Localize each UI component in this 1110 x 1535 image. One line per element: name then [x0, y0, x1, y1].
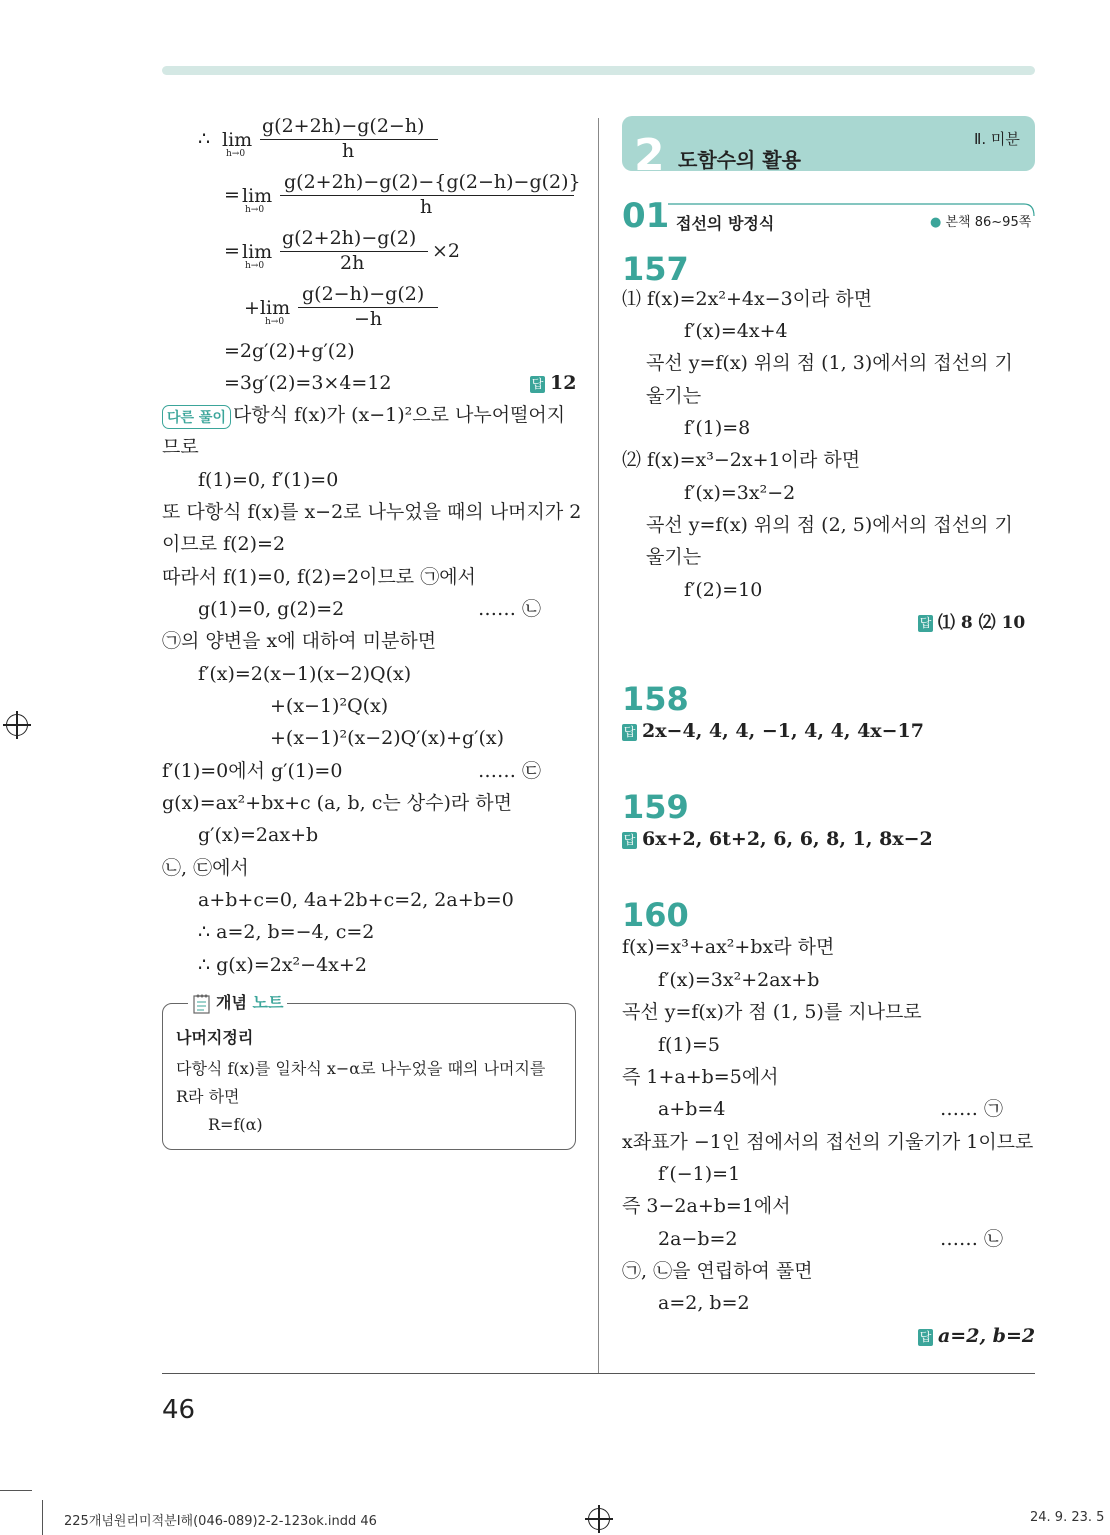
footer-filename: 225개념원리미적분Ⅰ해(046-089)2-2-123ok.indd 46: [64, 1514, 377, 1529]
math-line: f′(x)=3x²+2ax+b: [658, 969, 820, 991]
math-line: f′(x)=4x+4: [684, 320, 788, 342]
fraction-numerator: g(2−h)−g(2): [302, 283, 425, 305]
math-line: a=2, b=2: [658, 1292, 750, 1314]
text-line: ㉠의 양변을 x에 대하여 미분하면: [162, 630, 437, 652]
crop-mark: [42, 1500, 43, 1535]
text-line: f(x)=x³+ax²+bx라 하면: [622, 936, 835, 958]
bottom-rule: [162, 1373, 1035, 1374]
problem-number: 158: [622, 680, 689, 718]
text-line: ㉠, ㉡을 연립하여 풀면: [622, 1260, 813, 1282]
lim-operator: lim: [222, 129, 253, 151]
equation-label: …… ㉢: [478, 760, 542, 782]
note-heading: 나머지정리: [176, 1028, 254, 1047]
notepad-icon: [192, 993, 212, 1015]
column-divider: [598, 118, 599, 1373]
answer-line: 답 12: [531, 372, 577, 394]
math-line: =2g′(2)+g′(2): [224, 340, 355, 362]
text-line: ㉡, ㉢에서: [162, 857, 249, 879]
equation-label: …… ㉡: [478, 598, 542, 620]
text-line: 따라서 f(1)=0, f(2)=2이므로 ㉠에서: [162, 566, 476, 588]
therefore-symbol: ∴: [198, 128, 211, 150]
math-line: a+b+c=0, 4a+2b+c=2, 2a+b=0: [198, 889, 514, 911]
text-line: 곡선 y=f(x) 위의 점 (2, 5)에서의 접선의 기: [646, 514, 1013, 536]
math-line: f′(1)=8: [684, 417, 751, 439]
text-line: 곡선 y=f(x) 위의 점 (1, 3)에서의 접선의 기: [646, 352, 1013, 374]
text-line: 울기는: [646, 546, 702, 568]
text-line: x좌표가 −1인 점에서의 접선의 기울기가 1이므로: [622, 1131, 1034, 1153]
math-line: =3g′(2)=3×4=12: [224, 372, 392, 394]
page-number: 46: [162, 1395, 196, 1425]
problem-number: 159: [622, 788, 689, 826]
text-line: g(x)=ax²+bx+c (a, b, c는 상수)라 하면: [162, 792, 512, 814]
lim-operator: lim: [242, 185, 273, 207]
text-line: 므로: [162, 436, 199, 458]
math-line: g(1)=0, g(2)=2: [198, 598, 345, 620]
registration-mark-icon: [588, 1508, 610, 1530]
text-line: ⑴ f(x)=2x²+4x−3이라 하면: [622, 288, 873, 310]
plus-lim: +lim: [244, 297, 291, 319]
math-line: 2a−b=2: [658, 1228, 738, 1250]
equation-label: …… ㉠: [940, 1098, 1004, 1120]
subsection-title: 접선의 방정식: [676, 214, 775, 233]
text-line: 즉 1+a+b=5에서: [622, 1066, 779, 1088]
math-line: f′(x)=2(x−1)(x−2)Q(x): [198, 663, 412, 685]
answer-line: 답 ⑴ 8 ⑵ 10: [919, 613, 1026, 633]
text-line: 즉 3−2a+b=1에서: [622, 1195, 791, 1217]
math-line: f(1)=0, f′(1)=0: [198, 469, 339, 491]
math-line: f′(2)=10: [684, 579, 763, 601]
fraction-numerator: g(2+2h)−g(2−h): [262, 115, 425, 137]
math-line: f′(−1)=1: [658, 1163, 741, 1185]
concept-note-title: 개념 노트: [188, 990, 287, 1015]
footer-date: 24. 9. 23. 5: [1030, 1510, 1105, 1525]
fraction-denominator: −h: [354, 308, 383, 330]
text-line: 곡선 y=f(x)가 점 (1, 5)를 지나므로: [622, 1001, 922, 1023]
section-title: 도함수의 활용: [678, 148, 801, 172]
math-line: ∴ a=2, b=−4, c=2: [198, 921, 375, 943]
math-line: ∴ g(x)=2x²−4x+2: [198, 954, 367, 976]
times-two: ×2: [432, 240, 461, 262]
answer-line: 답 6x+2, 6t+2, 6, 6, 8, 1, 8x−2: [623, 828, 933, 850]
registration-mark-icon: [6, 714, 28, 736]
note-text: R라 하면: [176, 1087, 240, 1106]
text-line: 울기는: [646, 385, 702, 407]
equals-sign: =: [224, 240, 240, 262]
math-line: +(x−1)²(x−2)Q′(x)+g′(x): [270, 727, 505, 749]
crop-mark: [0, 1490, 32, 1491]
lim-operator: lim: [242, 241, 273, 263]
other-solution-badge: 다른 풀이: [162, 405, 231, 429]
top-accent-bar: [162, 66, 1035, 75]
answer-line: 답 2x−4, 4, 4, −1, 4, 4, 4x−17: [623, 720, 924, 742]
fraction-numerator: g(2+2h)−g(2)−{g(2−h)−g(2)}: [284, 171, 581, 193]
math-line: g′(x)=2ax+b: [198, 824, 319, 846]
problem-number: 160: [622, 896, 689, 934]
lim-subscript: h→0: [265, 317, 285, 327]
text-line: 다항식 f(x)가 (x−1)²으로 나누어떨어지: [233, 404, 566, 426]
answer-line: 답 a=2, b=2: [919, 1325, 1036, 1347]
lim-subscript: h→0: [245, 261, 265, 271]
text-line: ⑵ f(x)=x³−2x+1이라 하면: [622, 449, 861, 471]
problem-number: 157: [622, 250, 689, 288]
note-text: 다항식 f(x)를 일차식 x−α로 나누었을 때의 나머지를: [176, 1059, 546, 1078]
math-line: f′(x)=3x²−2: [684, 482, 796, 504]
section-part: Ⅱ. 미분: [974, 130, 1020, 148]
note-text: R=f(α): [208, 1115, 263, 1134]
text-line: 또 다항식 f(x)를 x−2로 나누었을 때의 나머지가 2: [162, 501, 582, 523]
math-line: a+b=4: [658, 1098, 726, 1120]
lim-subscript: h→0: [245, 205, 265, 215]
math-line: f(1)=5: [658, 1034, 720, 1056]
subsection-number: 01: [622, 196, 670, 236]
fraction-denominator: h: [420, 196, 433, 218]
book-reference: ● 본책 86~95쪽: [930, 215, 1032, 230]
fraction-numerator: g(2+2h)−g(2): [282, 227, 417, 249]
equation-label: …… ㉡: [940, 1228, 1004, 1250]
equals-sign: =: [224, 184, 240, 206]
fraction-denominator: h: [342, 140, 355, 162]
section-number: 2: [634, 130, 665, 181]
answer-badge: 답: [531, 376, 544, 391]
math-line: +(x−1)²Q(x): [270, 695, 389, 717]
math-line: f′(1)=0에서 g′(1)=0: [162, 760, 343, 782]
text-line: 이므로 f(2)=2: [162, 533, 286, 555]
lim-subscript: h→0: [226, 149, 246, 159]
fraction-denominator: 2h: [340, 252, 365, 274]
